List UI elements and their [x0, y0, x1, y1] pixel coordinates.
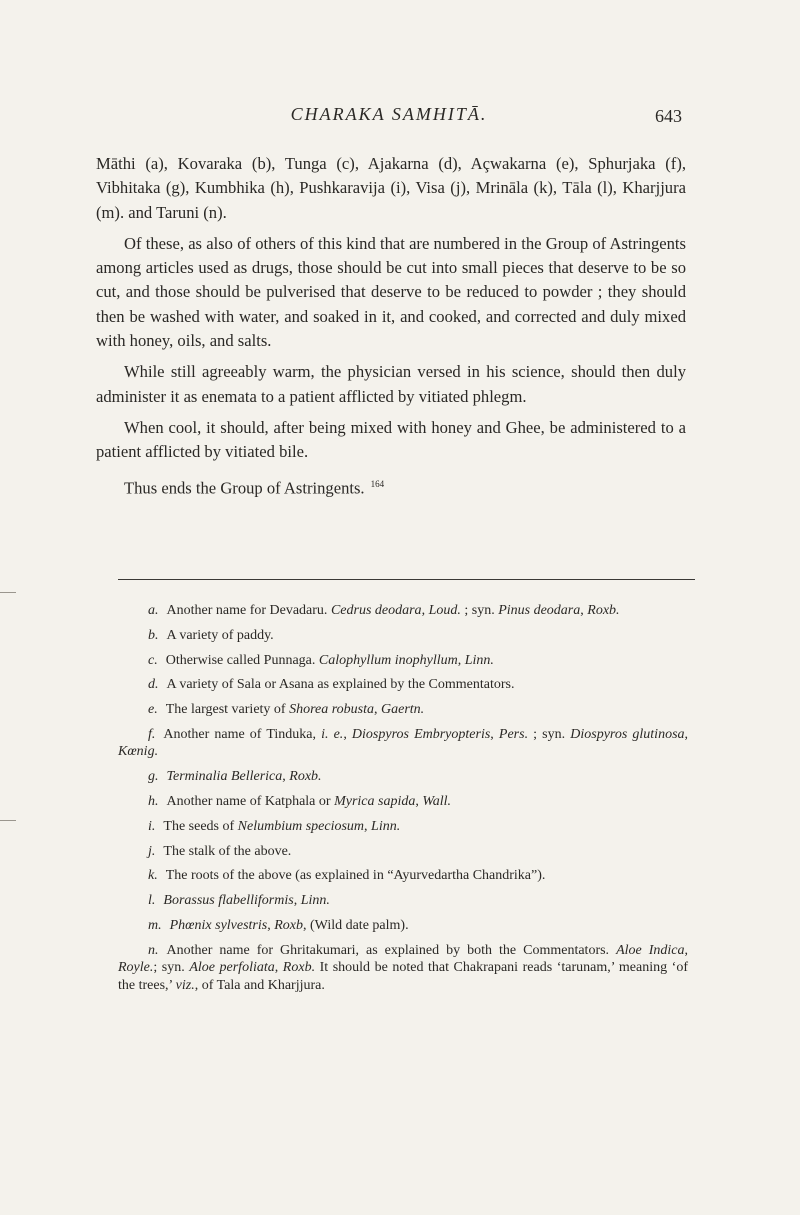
footnote-text: , — [490, 726, 499, 742]
footnote-marker: e. — [148, 702, 158, 718]
footnote-text: Another name of Katphala or — [166, 794, 335, 810]
footnote-italic: Gaertn. — [381, 702, 425, 718]
footnote-marker: l. — [148, 893, 156, 909]
footnote-text: ; syn. — [153, 960, 190, 976]
footnote — [118, 917, 688, 935]
paragraph-4: When cool, it should, after being mixed with honey and Ghee, be administered to a patient afflicted by vitiated bile. — [96, 417, 686, 462]
running-title: CHARAKA SAMHITĀ. — [290, 104, 488, 124]
footnote-italic: Diospyros Embryopteris — [351, 726, 491, 742]
footnote-italic: Aloe perfoliata — [189, 960, 275, 976]
footnote-text: The seeds of — [163, 818, 238, 834]
footnote-marker: h. — [148, 794, 159, 810]
footnote — [118, 942, 688, 995]
footnote-marker: d. — [148, 677, 159, 693]
footnote — [118, 768, 688, 786]
footnote-marker: g. — [148, 769, 159, 785]
footnote-marker: i. — [148, 818, 156, 834]
margin-mark — [0, 820, 16, 821]
footnote — [118, 676, 688, 694]
footnote-text: , — [421, 603, 429, 618]
footnote-text: A variety of Sala or Asana as explained by the Commentators. — [166, 677, 515, 693]
footnote-italic: Myrica sapida — [334, 794, 416, 810]
footnote — [118, 726, 688, 761]
footnote-italic: Linn. — [300, 893, 330, 909]
footnote-italic: Linn. — [464, 652, 494, 668]
footnote-italic: Royle. — [118, 960, 154, 976]
footnote-italic: Linn. — [371, 818, 401, 834]
paragraph-1: Māthi (a), Kovaraka (b), Tunga (c), Ajakarna (d), Açwakarna (e), Sphurjaka (f), Vibhitaka (g), Kumbhika (h), Pushkaravija (i), Visa (j), Mrināla (k), Tāla (l), Kharjjura (m). and Taruni (n). — [96, 154, 686, 222]
footnote-marker: f. — [148, 726, 156, 742]
footnote-text: Another name of Tinduka, — [163, 726, 322, 742]
footnote-text: , — [580, 603, 588, 618]
footnote-text: , — [684, 942, 689, 958]
footnote-text: , — [364, 818, 372, 834]
running-head — [96, 104, 682, 134]
footnote-italic: i. e. — [321, 726, 344, 742]
footnote-italic: Nelumbium speciosum — [237, 818, 365, 834]
footnote-text: It should be noted that Chakrapani reads ‘tarunam,’ meaning ‘of the trees,’ — [118, 960, 688, 993]
footnote-text: , — [267, 918, 275, 934]
footnote-italic: Diospyros glutinosa — [570, 726, 685, 742]
footnote-text: The roots of the above (as explained in “Ayurvedartha Chandrika”). — [165, 868, 546, 884]
paragraph-2: Of these, as also of others of this kind that are numbered in the Group of Astringents among articles used as drugs, those should be cut into small pieces that deserve to be so cut, and those should be pulverised that deserve to be reduced to powder ; they should then be washed with water, and soaked in it, and cooked, and corrected and duly mixed with honey, oils, and salts. — [96, 233, 686, 351]
footnote-italic: Phœnix sylvestris — [169, 918, 268, 934]
footnote — [118, 818, 688, 836]
footnote-marker: b. — [148, 627, 159, 643]
footnote-text: , — [343, 726, 352, 742]
footnote-text: ; syn. — [528, 726, 571, 742]
footnote-text: , (Wild date palm). — [303, 918, 409, 934]
footnote-text: The largest variety of — [165, 702, 290, 718]
footnote-italic: Roxb. — [282, 960, 316, 976]
paragraph-5-text: Thus ends the Group of Astringents. — [124, 478, 365, 498]
footnote — [118, 793, 688, 811]
paragraph-5 — [96, 472, 686, 501]
footnote-marker: c. — [148, 652, 158, 668]
footnote-text: , — [684, 726, 689, 742]
footnote — [118, 701, 688, 719]
footnote-italic: Loud. — [428, 603, 461, 618]
footnote-text: , — [457, 652, 465, 668]
footnote-text: ; syn. — [460, 603, 499, 618]
footnote-text: A variety of paddy. — [166, 627, 274, 643]
footnote — [118, 652, 688, 670]
footnote-marker: n. — [148, 942, 159, 958]
body-text — [96, 152, 686, 507]
footnote-italic: Aloe Indica — [616, 942, 685, 958]
footnote-text: , — [282, 769, 290, 785]
footnote-marker: a. — [148, 603, 159, 618]
footnote-italic: Pinus deodara — [498, 603, 581, 618]
footnote — [118, 602, 688, 620]
footnote-italic: Pers. — [498, 726, 529, 742]
footnote-text: , — [374, 702, 382, 718]
footnotes — [118, 602, 688, 1002]
footnote — [118, 627, 688, 645]
footnote-marker: k. — [148, 868, 158, 884]
footnote-marker: j. — [148, 843, 156, 859]
page-number: 643 — [655, 106, 682, 126]
paragraph-3: While still agreeably warm, the physician versed in his science, should then duly administer it as enemata to a patient afflicted by vitiated phlegm. — [96, 362, 686, 406]
verse-number: 164 — [370, 478, 385, 489]
footnote — [118, 867, 688, 885]
footnote-text: Another name for Devadaru. — [166, 603, 331, 618]
footnote-italic: Shorea robusta — [289, 702, 375, 718]
footnote-italic: Roxb. — [289, 769, 322, 785]
footnote-text: , — [415, 794, 423, 810]
footnote — [118, 843, 688, 861]
footnote-marker: m. — [148, 918, 162, 934]
footnote-italic: Borassus flabelliformis — [163, 893, 294, 909]
footnote-rule — [118, 579, 695, 580]
footnote-italic: Cedrus deodara — [330, 603, 422, 618]
footnote-italic: Roxb. — [587, 603, 620, 618]
footnote-italic: Calophyllum inophyllum — [318, 652, 458, 668]
margin-mark — [0, 592, 16, 593]
footnote-text: , of Tala and Kharjjura. — [194, 977, 325, 993]
footnote-text: , — [274, 960, 283, 976]
footnote — [118, 892, 688, 910]
footnote-italic: Wall. — [422, 794, 451, 810]
footnote-text: , — [293, 893, 301, 909]
footnote-italic: Roxb — [274, 918, 303, 934]
footnote-text: Another name for Ghritakumari, as explained by both the Commentators. — [166, 942, 617, 958]
footnote-italic: viz. — [175, 977, 195, 993]
footnote-text: Otherwise called Punnaga. — [165, 652, 319, 668]
footnote-italic: Terminalia Bellerica — [166, 769, 283, 785]
footnote-text: The stalk of the above. — [163, 843, 292, 859]
footnote-italic: Kœnig. — [118, 744, 159, 760]
